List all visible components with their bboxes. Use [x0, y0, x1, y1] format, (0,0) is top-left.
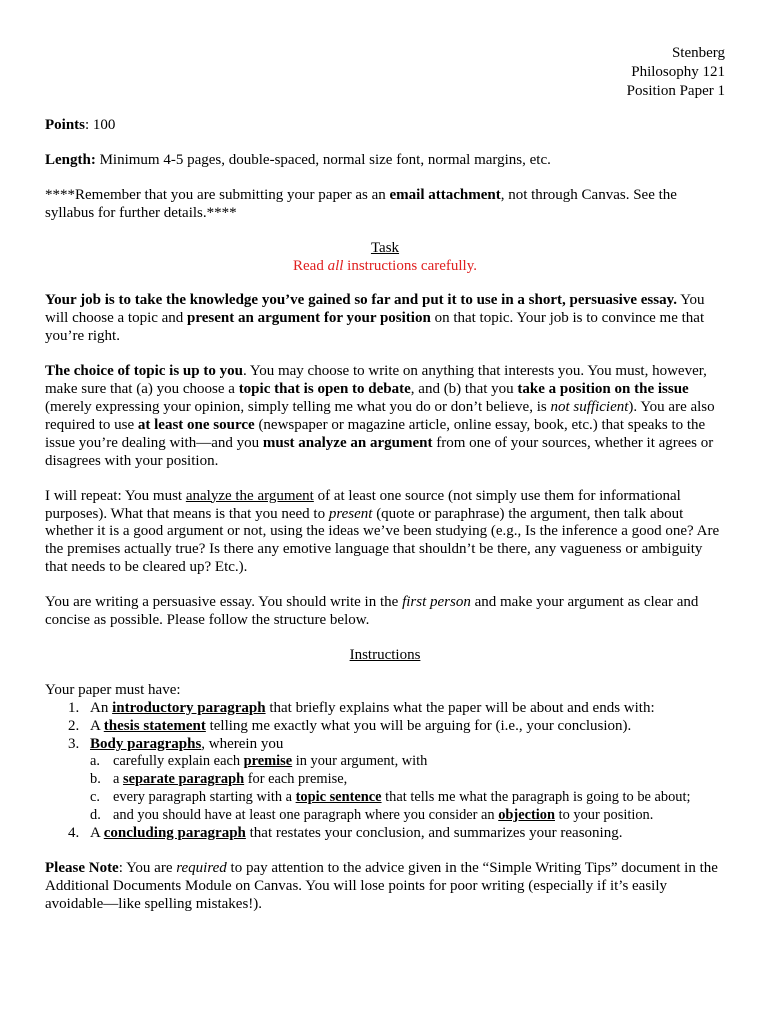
topic-bold-3: take a position on the issue	[517, 381, 689, 398]
job-bold-2: present an argument for your position	[187, 310, 431, 327]
sublist-letter: a.	[90, 753, 100, 770]
sublist-letter: d.	[90, 807, 101, 824]
instructions-heading	[45, 647, 725, 665]
list-item-post: that briefly explains what the paper will be about and ends with:	[265, 699, 655, 716]
reminder-text-1: ****Remember that you are submitting your paper as an	[45, 186, 390, 203]
document-header	[45, 44, 725, 101]
task-note-suffix: instructions carefully.	[343, 257, 477, 274]
sublist-letter: c.	[90, 789, 100, 806]
note-text-1: : You are	[118, 860, 177, 876]
persuasive-paragraph	[45, 594, 725, 630]
note-bold: Please Note	[45, 860, 119, 876]
topic-italic-1: not sufficient	[550, 398, 629, 415]
sublist-item-pre: a	[113, 771, 123, 788]
list-number: 1.	[68, 699, 80, 716]
job-text-2: on that topic. Your job is to convince me that you’re right.	[45, 310, 705, 345]
sublist-item	[90, 807, 725, 825]
list-item-pre: A	[90, 825, 104, 842]
topic-text-6: from one of your sources, whether it agrees or disagrees with your position.	[45, 434, 714, 469]
persuasive-text-1: You are writing a persuasive essay. You should write in the	[45, 594, 403, 611]
list-item-key: introductory paragraph	[112, 699, 266, 716]
sublist-item	[90, 753, 725, 771]
list-item	[68, 825, 725, 843]
list-item	[68, 735, 725, 826]
job-text-1: You will choose a topic and	[45, 292, 705, 327]
topic-bold-5: must analyze an argument	[262, 434, 433, 451]
course-name: Philosophy 121	[631, 64, 725, 80]
sublist-item-pre: every paragraph starting with a	[113, 789, 296, 806]
sublist-item	[90, 771, 725, 789]
task-note	[45, 258, 725, 276]
job-paragraph	[45, 292, 725, 346]
sublist-item-post: that tells me what the paragraph is going to be about;	[381, 789, 691, 806]
list-item-key: Body paragraphs	[90, 735, 202, 752]
topic-bold-2: topic that is open to debate	[238, 381, 411, 398]
task-heading	[45, 240, 725, 258]
list-item	[68, 717, 725, 736]
list-item-key: concluding paragraph	[103, 825, 246, 842]
note-text-2: to pay attention to the advice given in the “Simple Writing Tips” document in the Additional Documents Module on Canvas. You will lose points for poor writing (especially if it’s easily avoidable—like spelling mistakes!).	[45, 860, 718, 912]
repeat-text-3: (quote or paraphrase) the argument, then talk about whether it is a good argument or not, using the ideas we’ve been studying (e.g., Is the inference a good one? Are the premises actually true? Is there any emotive language that shouldn’t be there, any vagueness or ambiguity that needs to be cleared up? Etc.).	[45, 505, 720, 576]
topic-text-3: (merely expressing your opinion, simply telling me what you do or don’t believe, is	[45, 398, 551, 415]
note-italic: required	[176, 860, 227, 876]
sublist-item-key: topic sentence	[295, 789, 382, 806]
repeat-paragraph	[45, 488, 725, 578]
list-number: 3.	[68, 735, 80, 752]
please-note-paragraph	[45, 860, 725, 914]
sublist-item-key: separate paragraph	[123, 771, 245, 788]
sublist-letter: b.	[90, 771, 101, 788]
list-item-pre: An	[90, 699, 113, 716]
task-heading-text: Task	[370, 239, 400, 256]
task-note-prefix: Read	[293, 257, 328, 274]
topic-text-5: (newspaper or magazine article, online essay, book, etc.) that speaks to the issue you’re dealing with—and you	[45, 416, 706, 451]
sublist-item-key: objection	[498, 807, 555, 824]
repeat-underline: analyze the argument	[185, 487, 314, 504]
points-value: : 100	[85, 117, 116, 133]
task-note-italic: all	[327, 257, 344, 274]
list-number: 4.	[68, 825, 80, 842]
document-page	[45, 44, 725, 914]
topic-text-1: . You may choose to write on anything that interests you. You must, however, make sure that (a) you choose a	[45, 363, 707, 398]
repeat-text-1: I will repeat: You must	[45, 487, 186, 504]
list-item-key: thesis statement	[103, 717, 206, 734]
assignment-name: Position Paper 1	[626, 83, 725, 99]
sublist-item-post: for each premise,	[244, 771, 348, 788]
length-label: Length:	[45, 151, 96, 168]
instructions-heading-text: Instructions	[349, 646, 421, 663]
repeat-text-2: of at least one source (not simply use them for informational purposes). What that means is that you need to	[45, 487, 681, 522]
points-line	[45, 117, 725, 135]
topic-bold-1: The choice of topic is up to you	[45, 363, 243, 380]
list-item	[68, 699, 725, 718]
sublist-item-post: to your position.	[554, 807, 654, 824]
author-name: Stenberg	[671, 45, 725, 61]
list-item-post: , wherein you	[201, 735, 284, 752]
topic-text-2: , and (b) that you	[410, 381, 518, 398]
persuasive-italic: first person	[402, 594, 471, 611]
sublist-item-key: premise	[243, 753, 293, 770]
persuasive-text-2: and make your argument as clear and concise as possible. Please follow the structure below.	[45, 594, 699, 629]
sublist-item-post: in your argument, with	[292, 753, 428, 770]
sublist-item	[90, 789, 725, 807]
reminder-paragraph	[45, 187, 725, 223]
instructions-intro: Your paper must have:	[45, 681, 181, 698]
length-line	[45, 152, 725, 170]
topic-choice-paragraph	[45, 363, 725, 470]
points-label: Points	[45, 117, 86, 133]
body-paragraph-sublist	[90, 753, 725, 825]
reminder-bold: email attachment	[389, 186, 501, 203]
instructions-list	[45, 700, 725, 843]
job-bold-1: Your job is to take the knowledge you’ve gained so far and put it to use in a short, persuasive essay.	[45, 292, 677, 309]
sublist-item-pre: carefully explain each	[113, 753, 244, 770]
reminder-text-2: , not through Canvas. See the syllabus for further details.****	[45, 186, 677, 221]
list-item-post: telling me exactly what you will be arguing for (i.e., your conclusion).	[205, 717, 632, 734]
sublist-item-pre: and you should have at least one paragraph where you consider an	[113, 807, 499, 824]
repeat-italic: present	[328, 505, 373, 522]
length-value: Minimum 4-5 pages, double-spaced, normal size font, normal margins, etc.	[95, 151, 551, 168]
topic-bold-4: at least one source	[137, 416, 255, 433]
topic-text-4: ). You are also required to use	[45, 398, 715, 433]
list-item-post: that restates your conclusion, and summarizes your reasoning.	[245, 825, 623, 842]
list-number: 2.	[68, 717, 80, 734]
list-item-pre: A	[90, 717, 104, 734]
